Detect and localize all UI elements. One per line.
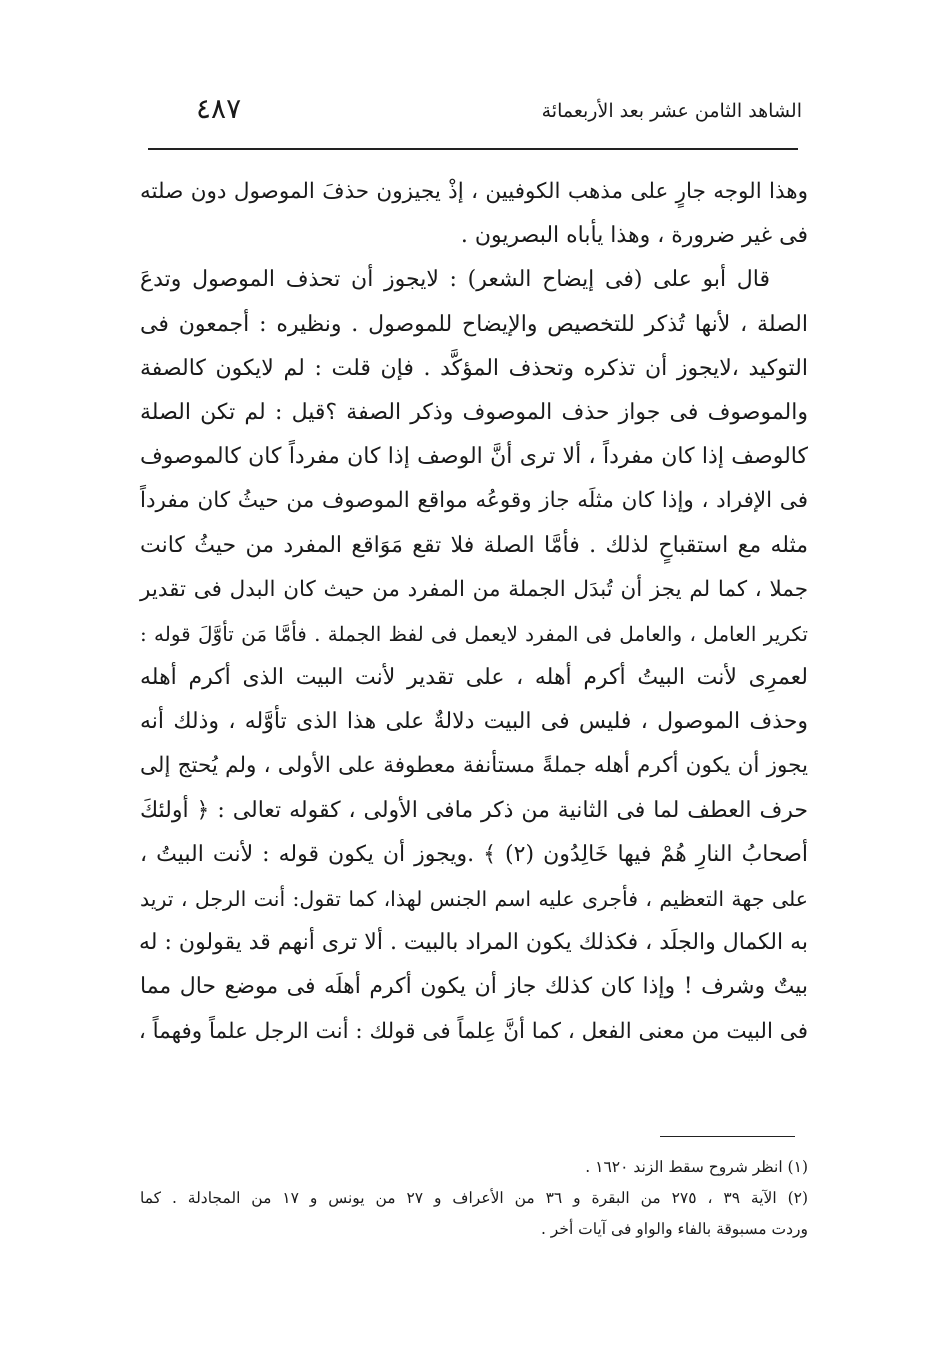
text-line: بيتٌ وشرف ! وإذا كان كذلك جاز أن يكون أكرم أهلَه فى موضع حال مما	[140, 974, 808, 1000]
footnote-line: (٢) الآية ٣٩ ، ٢٧٥ من البقرة و ٣٦ من الأعراف و ٢٧ من يونس و ١٧ من المجادلة . كما	[140, 1189, 809, 1207]
text-line: فى غير ضرورة ، وهذا يأباه البصريون .	[460, 223, 808, 249]
text-line: به الكمال والجلَد ، فكذلك يكون المراد بالبيت . ألا ترى أنهم قد يقولون : له	[139, 930, 808, 956]
text-line: لعمرِى لأنت البيتُ أكرم أهله ، على تقدير لأنت البيت الذى أكرم أهله	[140, 665, 808, 691]
page-number: ٤٨٧	[196, 92, 242, 125]
footnotes	[140, 1152, 808, 1245]
text-line: الصلة ، لأنها تُذكر للتخصيص والإيضاح للموصول . ونظيره : أجمعون فى	[140, 311, 808, 337]
text-line: جملا ، كما لم يجز أن تُبدَل الجملة من المفرد من حيث كان البدل فى تقدير	[140, 576, 808, 602]
footnote-rule	[660, 1136, 795, 1137]
text-line: مثله مع استقباحٍ لذلك . فأمَّا الصلة فلا تقع مَوَاقع المفرد من حيثُ كانت	[140, 532, 808, 558]
text-line: قال أبو على (فى إيضاح الشعر) : لايجوز أن تحذف الموصول وتدعَ	[140, 267, 770, 293]
running-head: الشاهد الثامن عشر بعد الأربعمائة	[541, 100, 802, 122]
text-line: على جهة التعظيم ، فأجرى عليه اسم الجنس لهذا، كما تقول: أنت الرجل ، تريد	[140, 887, 808, 911]
text-line: أصحابُ النارِ هُمْ فيها خَالِدُون (٢) ﴾ .ويجوز أن يكون قوله : لأنت البيتُ ،	[140, 841, 808, 867]
text-line: فى الإفراد ، وإذا كان مثلَه جاز وقوعُه مواقع الموصوف من حيثُ كان مفرداً	[140, 488, 808, 514]
header-rule	[148, 148, 798, 150]
text-line: وهذا الوجه جارٍ على مذهب الكوفيين ، إذْ يجيزون حذفَ الموصول دون صلته	[140, 179, 808, 204]
text-line: حرف العطف لما فى الثانية من ذكر مافى الأولى ، كقوله تعالى : ﴿ أولئكَ	[140, 797, 808, 823]
text-line: وحذف الموصول ، فليس فى البيت دلالةٌ على هذا الذى تأوَّله ، وذلك أنه	[140, 709, 808, 735]
text-line: والموصوف فى جواز حذف الموصوف وذكر الصفة ؟قيل : لم تكن الصلة	[140, 399, 808, 425]
text-line: التوكيد ،لايجوز أن تذكره وتحذف المؤكَّد . فإن قلت : لم لايكون كالصفة	[140, 355, 808, 381]
footnote-line: وردت مسبوقة بالفاء والواو فى آيات أخر .	[540, 1220, 808, 1238]
main-text	[140, 170, 808, 1054]
text-line: يجوز أن يكون أكرم أهله جملةً مستأنفة معطوفة على الأولى ، ولم يُحتج إلى	[140, 753, 808, 779]
text-line: فى البيت من معنى الفعل ، كما أنَّ عِلماً فى قولك : أنت الرجل علماً وفهماً ،	[138, 1018, 808, 1044]
text-line: تكرير العامل ، والعامل فى المفرد لايعمل فى لفظ الجملة . فأمَّا مَن تأوَّلَ قوله :	[140, 621, 808, 646]
footnote-line: (١) انظر شروح سقط الزند ١٦٢٠ .	[585, 1158, 808, 1176]
text-line: كالوصف إذا كان مفرداً ، ألا ترى أنَّ الوصف إذا كان مفرداً كان كالموصوف	[140, 444, 808, 470]
